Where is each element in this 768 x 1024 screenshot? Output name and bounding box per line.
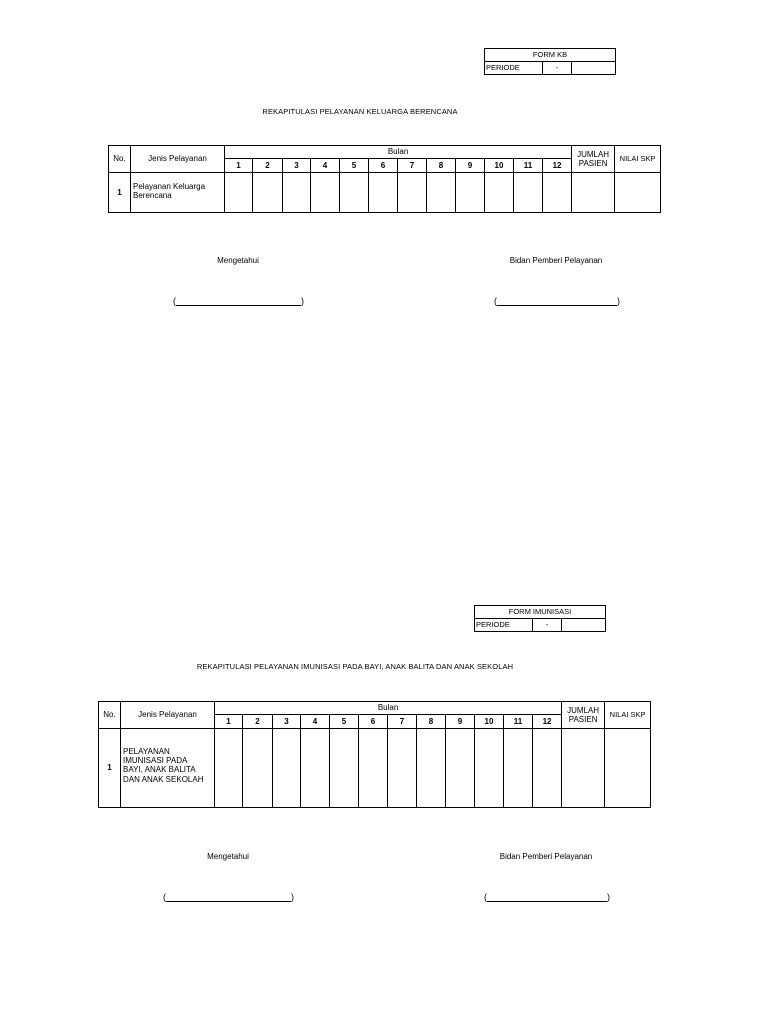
month-header: 3	[273, 715, 301, 729]
periode-empty-cell	[562, 619, 606, 632]
imunisasi-recap-table	[98, 701, 651, 808]
month-header: 4	[301, 715, 330, 729]
kb-signature-line-right: ( )	[494, 296, 620, 306]
month-cell[interactable]	[273, 729, 301, 808]
month-header: 10	[475, 715, 504, 729]
jumlah-pasien-cell[interactable]	[562, 729, 605, 808]
kb-mengetahui-label: Mengetahui	[217, 256, 259, 265]
row-number: 1	[99, 729, 121, 808]
month-header: 8	[417, 715, 446, 729]
month-header: 10	[485, 159, 514, 173]
month-header: 2	[253, 159, 283, 173]
kb-report-title: REKAPITULASI PELAYANAN KELUARGA BERENCANA	[262, 107, 458, 116]
month-cell[interactable]	[456, 173, 485, 213]
jumlah-pasien-header: JUMLAH PASIEN	[562, 702, 605, 729]
periode-value: -	[533, 619, 562, 632]
imunisasi-report-title: REKAPITULASI PELAYANAN IMUNISASI PADA BAYI, ANAK BALITA DAN ANAK SEKOLAH	[196, 662, 514, 671]
month-header: 7	[398, 159, 427, 173]
month-cell[interactable]	[485, 173, 514, 213]
periode-label: PERIODE	[485, 62, 543, 75]
month-cell[interactable]	[215, 729, 243, 808]
month-cell[interactable]	[359, 729, 388, 808]
month-header: 1	[215, 715, 243, 729]
imunisasi-bidan-label: Bidan Pemberi Pelayanan	[499, 852, 593, 861]
form-imunisasi-label: FORM IMUNISASI	[475, 606, 606, 619]
month-header: 3	[283, 159, 311, 173]
month-cell[interactable]	[446, 729, 475, 808]
month-cell[interactable]	[330, 729, 359, 808]
month-cell[interactable]	[225, 173, 253, 213]
imunisasi-signature-line-right: ( )	[484, 892, 610, 902]
month-cell[interactable]	[475, 729, 504, 808]
kb-signature-line-left: ( )	[173, 296, 304, 306]
no-header: No.	[109, 146, 131, 173]
month-cell[interactable]	[533, 729, 562, 808]
no-header: No.	[99, 702, 121, 729]
month-header: 12	[533, 715, 562, 729]
bulan-header: Bulan	[225, 146, 572, 159]
month-cell[interactable]	[417, 729, 446, 808]
month-cell[interactable]	[427, 173, 456, 213]
row-number: 1	[109, 173, 131, 213]
month-header: 11	[514, 159, 543, 173]
jumlah-pasien-cell[interactable]	[572, 173, 615, 213]
form-imunisasi-box	[474, 605, 606, 632]
jumlah-pasien-header: JUMLAH PASIEN	[572, 146, 615, 173]
nilai-skp-header: NILAI SKP	[605, 702, 651, 729]
nilai-skp-cell[interactable]	[615, 173, 661, 213]
jenis-pelayanan-header: Jenis Pelayanan	[121, 702, 215, 729]
month-cell[interactable]	[514, 173, 543, 213]
month-cell[interactable]	[301, 729, 330, 808]
kb-bidan-label: Bidan Pemberi Pelayanan	[509, 256, 603, 265]
table-row	[99, 729, 651, 808]
month-header: 1	[225, 159, 253, 173]
periode-empty-cell	[572, 62, 616, 75]
month-header: 7	[388, 715, 417, 729]
month-cell[interactable]	[543, 173, 572, 213]
month-cell[interactable]	[369, 173, 398, 213]
month-header: 11	[504, 715, 533, 729]
month-cell[interactable]	[504, 729, 533, 808]
month-cell[interactable]	[253, 173, 283, 213]
month-header: 8	[427, 159, 456, 173]
month-cell[interactable]	[243, 729, 273, 808]
month-cell[interactable]	[340, 173, 369, 213]
kb-recap-table	[108, 145, 661, 213]
month-cell[interactable]	[388, 729, 417, 808]
month-header: 4	[311, 159, 340, 173]
nilai-skp-header: NILAI SKP	[615, 146, 661, 173]
month-header: 5	[330, 715, 359, 729]
month-header: 6	[369, 159, 398, 173]
month-header: 2	[243, 715, 273, 729]
row-service-name: Pelayanan Keluarga Berencana	[131, 173, 225, 213]
month-header: 9	[456, 159, 485, 173]
month-header: 9	[446, 715, 475, 729]
row-service-name: PELAYANAN IMUNISASI PADA BAYI, ANAK BALITA DAN ANAK SEKOLAH	[121, 729, 215, 808]
table-row	[109, 173, 661, 213]
month-cell[interactable]	[398, 173, 427, 213]
periode-label: PERIODE	[475, 619, 533, 632]
month-header: 5	[340, 159, 369, 173]
month-header: 12	[543, 159, 572, 173]
nilai-skp-cell[interactable]	[605, 729, 651, 808]
imunisasi-mengetahui-label: Mengetahui	[207, 852, 249, 861]
month-cell[interactable]	[311, 173, 340, 213]
form-kb-label: FORM KB	[485, 49, 616, 62]
form-kb-box	[484, 48, 616, 75]
month-cell[interactable]	[283, 173, 311, 213]
month-header: 6	[359, 715, 388, 729]
bulan-header: Bulan	[215, 702, 562, 715]
imunisasi-signature-line-left: ( )	[163, 892, 294, 902]
jenis-pelayanan-header: Jenis Pelayanan	[131, 146, 225, 173]
periode-value: -	[543, 62, 572, 75]
